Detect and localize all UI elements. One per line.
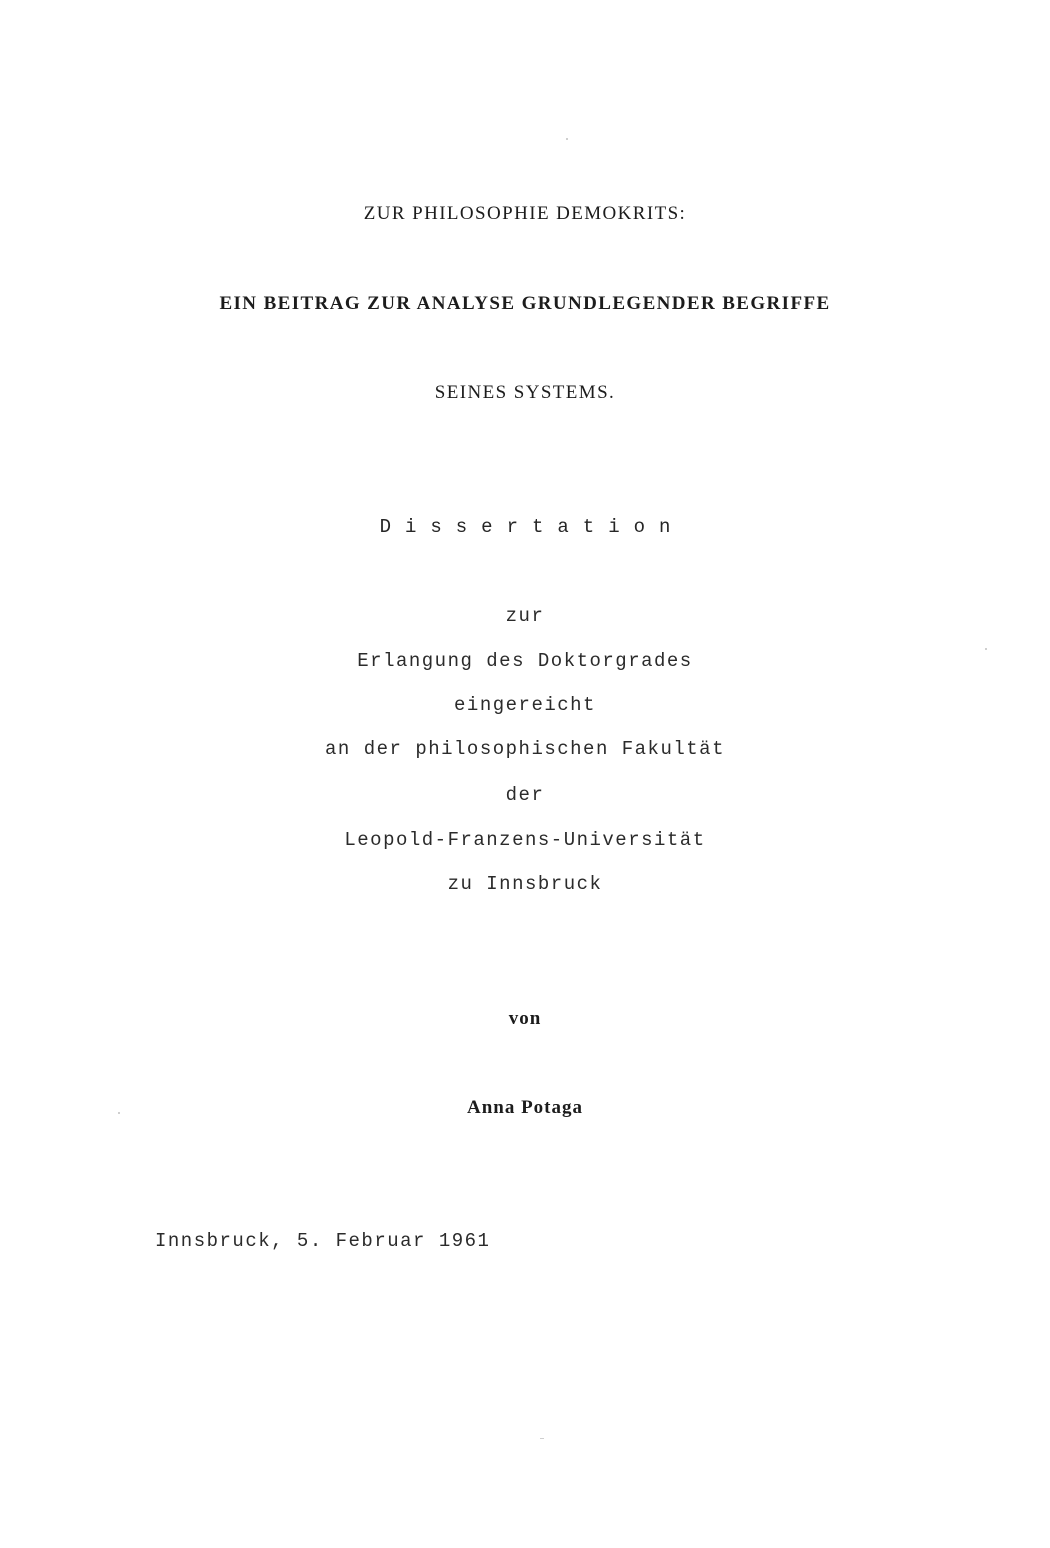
scan-speck bbox=[566, 138, 568, 140]
title-line-2: EIN BEITRAG ZUR ANALYSE GRUNDLEGENDER BEGRIFFE bbox=[219, 293, 831, 314]
purpose-line-4: an der philosophischen Fakultät bbox=[325, 738, 725, 760]
scan-speck bbox=[985, 648, 987, 650]
purpose-line-7: zu Innsbruck bbox=[447, 873, 603, 895]
purpose-line-2: Erlangung des Doktorgrades bbox=[357, 650, 693, 672]
purpose-line-1: zur bbox=[505, 605, 545, 627]
dissertation-label: Dissertation bbox=[379, 516, 685, 538]
purpose-line-3: eingereicht bbox=[454, 694, 596, 716]
place-and-date: Innsbruck, 5. Februar 1961 bbox=[155, 1230, 491, 1252]
author-by-label: von bbox=[508, 1008, 542, 1029]
title-line-3: SEINES SYSTEMS. bbox=[434, 382, 616, 403]
author-name: Anna Potaga bbox=[466, 1097, 584, 1118]
title-line-1: ZUR PHILOSOPHIE DEMOKRITS: bbox=[363, 203, 687, 224]
purpose-line-5: der bbox=[505, 784, 545, 806]
purpose-line-6: Leopold-Franzens-Universität bbox=[344, 829, 706, 851]
scan-speck bbox=[540, 1438, 544, 1439]
scan-speck bbox=[118, 1112, 120, 1114]
